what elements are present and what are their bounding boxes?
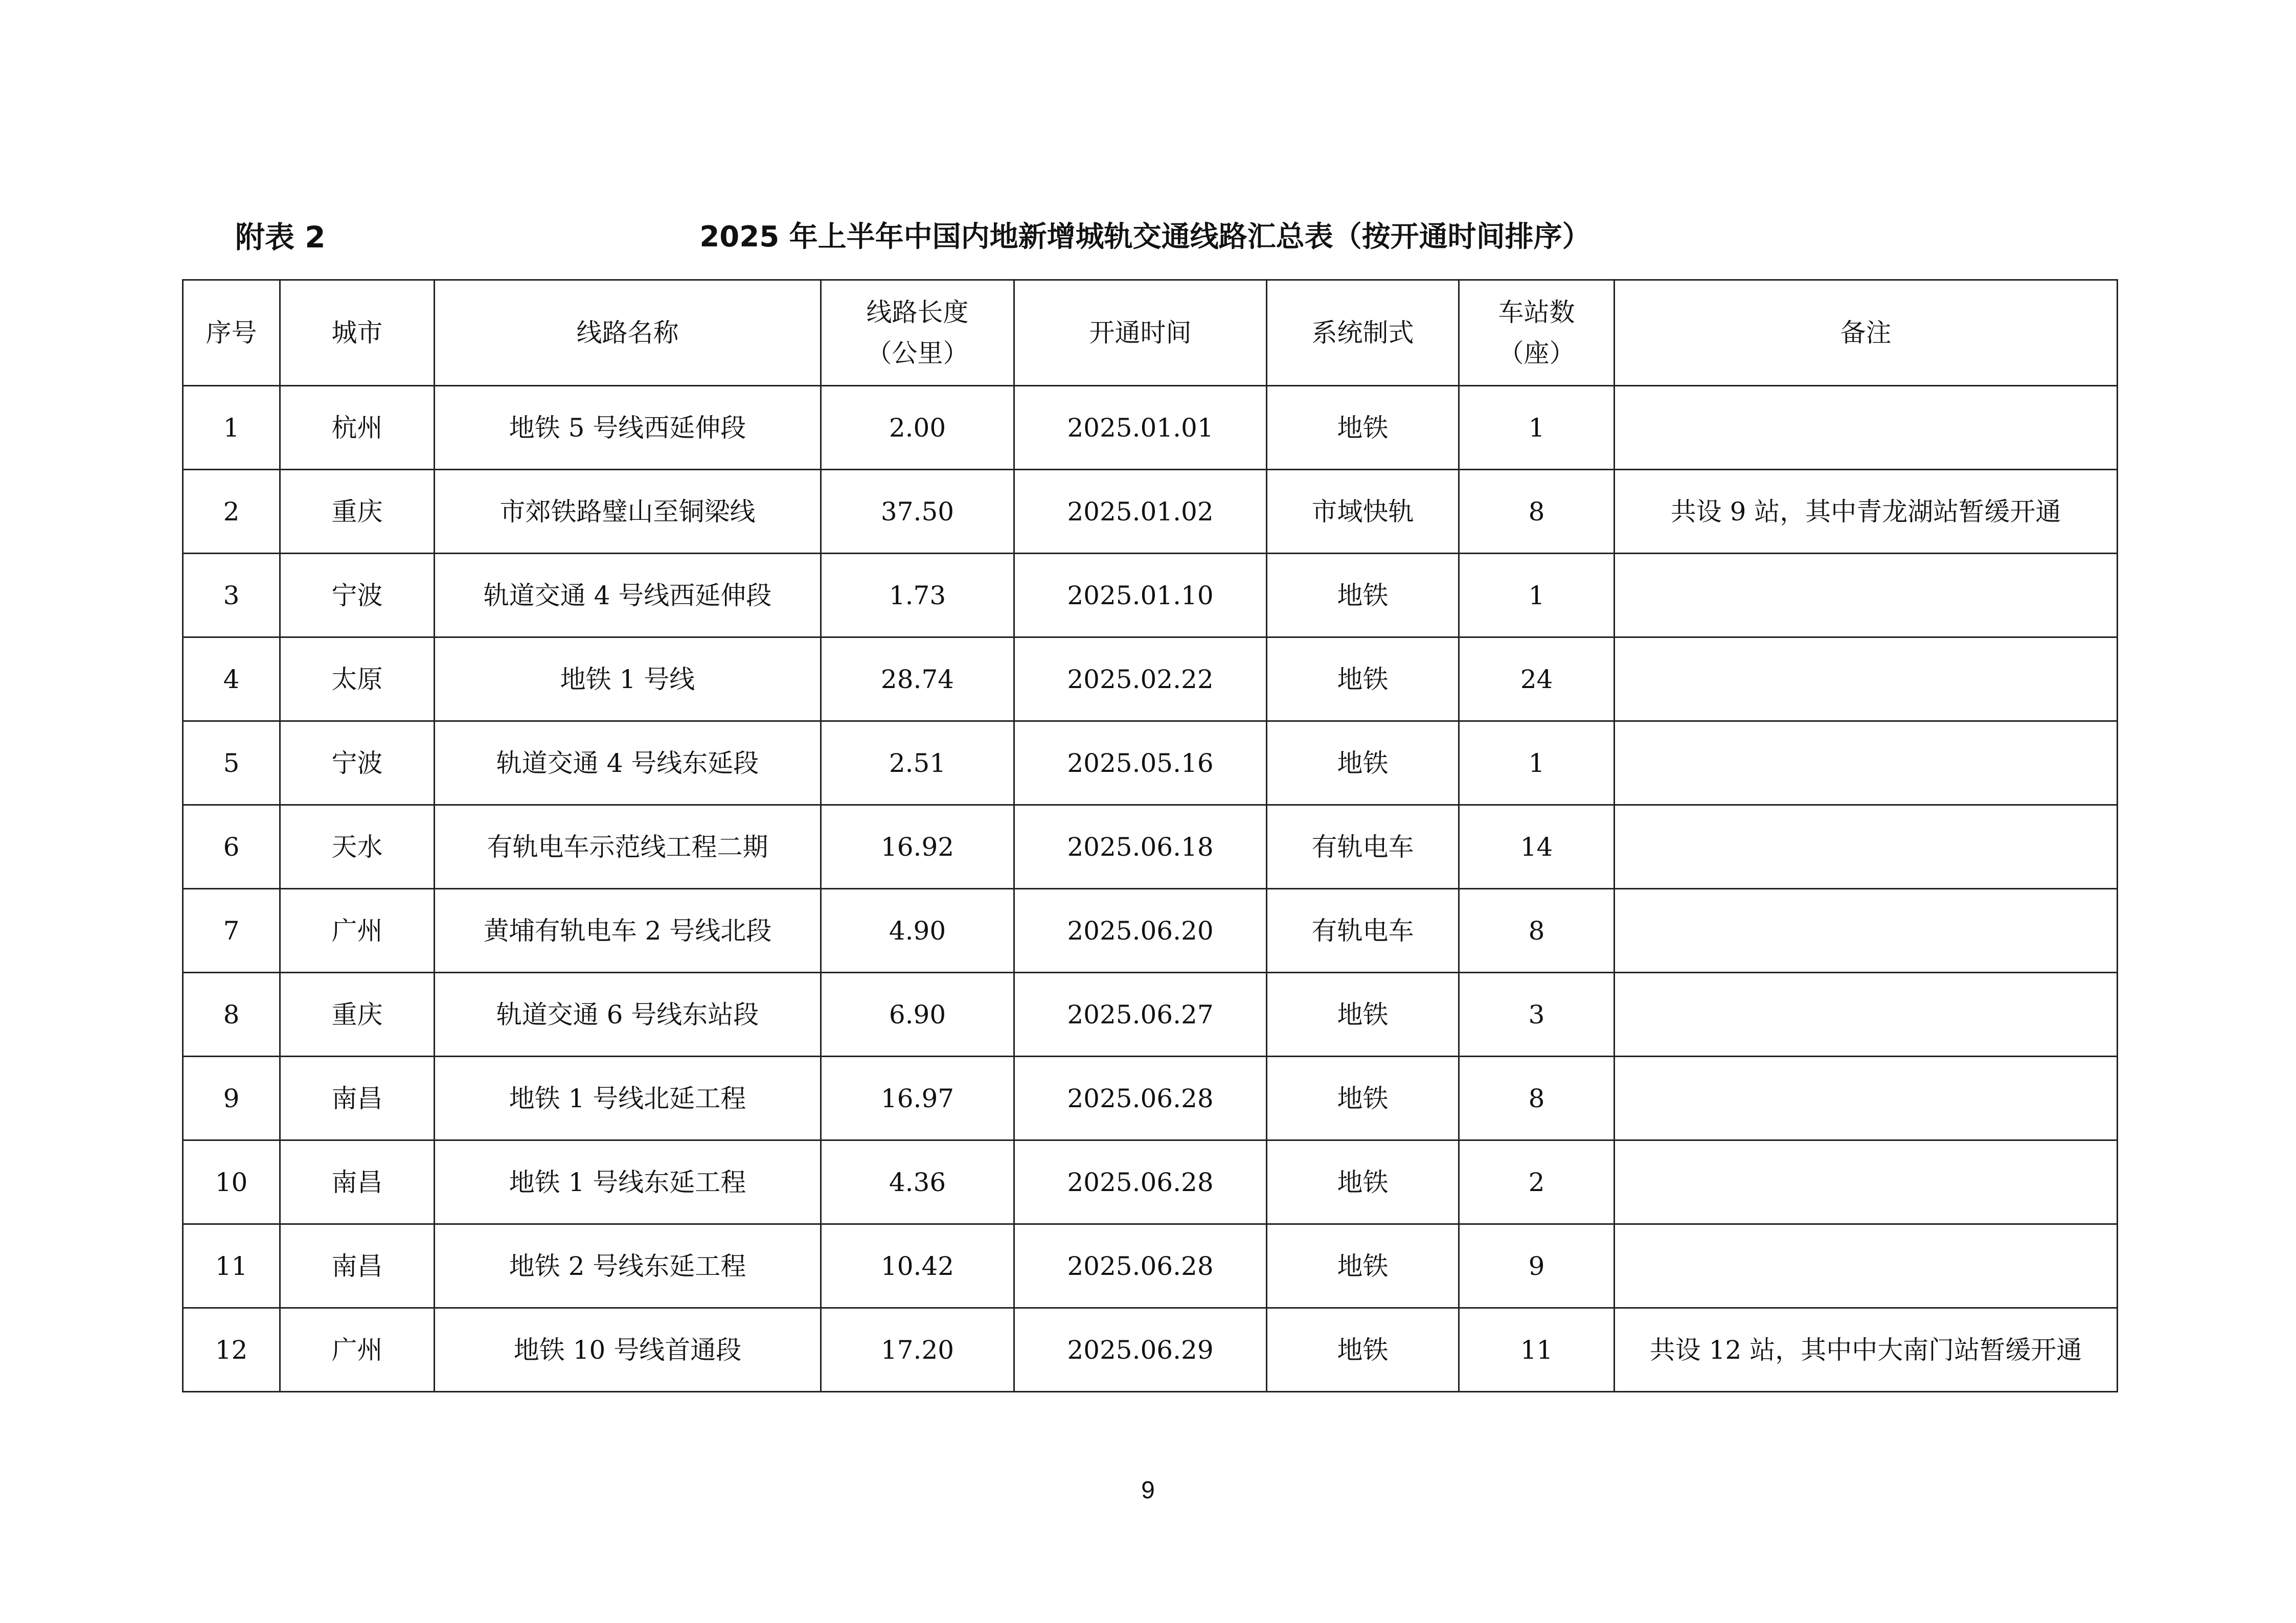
cell-system-type: 地铁: [1267, 1308, 1459, 1392]
cell-station-count: 8: [1459, 1057, 1615, 1140]
cell-line-length: 16.92: [821, 805, 1014, 889]
cell-city: 广州: [280, 1308, 435, 1392]
cell-system-type: 地铁: [1267, 1224, 1459, 1308]
table-row: [183, 973, 2118, 1057]
cell-line-length: 17.20: [821, 1308, 1014, 1392]
cell-line-length: 2.51: [821, 721, 1014, 805]
cell-line-name: 市郊铁路璧山至铜梁线: [435, 470, 821, 554]
cell-line-length: 6.90: [821, 973, 1014, 1057]
table-body: [183, 386, 2118, 1392]
attachment-label: 附表 2: [235, 220, 326, 255]
cell-opening-date: 2025.06.20: [1014, 889, 1267, 973]
cell-city: 南昌: [280, 1224, 435, 1308]
cell-line-length: 4.90: [821, 889, 1014, 973]
cell-system-type: 有轨电车: [1267, 805, 1459, 889]
cell-line-length: 16.97: [821, 1057, 1014, 1140]
cell-remarks: [1615, 386, 2118, 470]
table-row: [183, 889, 2118, 973]
cell-opening-date: 2025.06.28: [1014, 1140, 1267, 1224]
cell-line-length: 2.00: [821, 386, 1014, 470]
cell-system-type: 地铁: [1267, 973, 1459, 1057]
cell-city: 南昌: [280, 1057, 435, 1140]
cell-line-name: 有轨电车示范线工程二期: [435, 805, 821, 889]
cell-opening-date: 2025.06.28: [1014, 1224, 1267, 1308]
cell-line-name: 地铁 1 号线东延工程: [435, 1140, 821, 1224]
table-row: [183, 1224, 2118, 1308]
cell-line-length: 37.50: [821, 470, 1014, 554]
cell-index: 6: [183, 805, 280, 889]
cell-city: 广州: [280, 889, 435, 973]
cell-station-count: 8: [1459, 889, 1615, 973]
cell-line-name: 轨道交通 4 号线西延伸段: [435, 554, 821, 637]
cell-opening-date: 2025.06.27: [1014, 973, 1267, 1057]
cell-remarks: 共设 9 站，其中青龙湖站暂缓开通: [1615, 470, 2118, 554]
cell-index: 5: [183, 721, 280, 805]
table-row: [183, 554, 2118, 637]
cell-line-length: 10.42: [821, 1224, 1014, 1308]
cell-system-type: 地铁: [1267, 1057, 1459, 1140]
cell-opening-date: 2025.01.01: [1014, 386, 1267, 470]
cell-opening-date: 2025.02.22: [1014, 637, 1267, 721]
cell-station-count: 1: [1459, 386, 1615, 470]
cell-line-name: 黄埔有轨电车 2 号线北段: [435, 889, 821, 973]
cell-system-type: 地铁: [1267, 1140, 1459, 1224]
cell-city: 南昌: [280, 1140, 435, 1224]
cell-opening-date: 2025.06.28: [1014, 1057, 1267, 1140]
cell-station-count: 1: [1459, 554, 1615, 637]
cell-line-name: 轨道交通 4 号线东延段: [435, 721, 821, 805]
cell-station-count: 9: [1459, 1224, 1615, 1308]
header-city: 城市: [280, 280, 435, 386]
cell-opening-date: 2025.05.16: [1014, 721, 1267, 805]
cell-index: 8: [183, 973, 280, 1057]
cell-opening-date: 2025.01.10: [1014, 554, 1267, 637]
cell-line-length: 1.73: [821, 554, 1014, 637]
cell-index: 4: [183, 637, 280, 721]
cell-remarks: [1615, 889, 2118, 973]
cell-line-length: 4.36: [821, 1140, 1014, 1224]
cell-index: 11: [183, 1224, 280, 1308]
cell-station-count: 3: [1459, 973, 1615, 1057]
table-title: 2025 年上半年中国内地新增城轨交通线路汇总表（按开通时间排序）: [699, 220, 1591, 254]
table-row: [183, 386, 2118, 470]
cell-city: 天水: [280, 805, 435, 889]
cell-station-count: 1: [1459, 721, 1615, 805]
cell-remarks: [1615, 1140, 2118, 1224]
header-station-count: 车站数 （座）: [1459, 280, 1615, 386]
cell-city: 杭州: [280, 386, 435, 470]
cell-station-count: 24: [1459, 637, 1615, 721]
cell-line-name: 地铁 1 号线: [435, 637, 821, 721]
cell-remarks: [1615, 554, 2118, 637]
cell-index: 1: [183, 386, 280, 470]
table-row: [183, 1308, 2118, 1392]
table-row: [183, 637, 2118, 721]
cell-line-name: 地铁 10 号线首通段: [435, 1308, 821, 1392]
cell-line-name: 地铁 1 号线北延工程: [435, 1057, 821, 1140]
cell-index: 12: [183, 1308, 280, 1392]
header-remarks: 备注: [1615, 280, 2118, 386]
cell-index: 7: [183, 889, 280, 973]
cell-station-count: 11: [1459, 1308, 1615, 1392]
cell-system-type: 市域快轨: [1267, 470, 1459, 554]
cell-line-length: 28.74: [821, 637, 1014, 721]
cell-remarks: [1615, 1224, 2118, 1308]
cell-opening-date: 2025.06.18: [1014, 805, 1267, 889]
cell-index: 9: [183, 1057, 280, 1140]
cell-city: 重庆: [280, 470, 435, 554]
table-row: [183, 1057, 2118, 1140]
cell-system-type: 地铁: [1267, 554, 1459, 637]
table-row: [183, 721, 2118, 805]
table-row: [183, 1140, 2118, 1224]
cell-remarks: [1615, 721, 2118, 805]
cell-system-type: 地铁: [1267, 637, 1459, 721]
cell-opening-date: 2025.06.29: [1014, 1308, 1267, 1392]
cell-system-type: 地铁: [1267, 386, 1459, 470]
cell-remarks: [1615, 637, 2118, 721]
header-row: [183, 280, 2118, 386]
cell-station-count: 2: [1459, 1140, 1615, 1224]
page-number: 9: [1141, 1477, 1155, 1504]
cell-opening-date: 2025.01.02: [1014, 470, 1267, 554]
cell-remarks: [1615, 805, 2118, 889]
cell-station-count: 8: [1459, 470, 1615, 554]
header-opening-date: 开通时间: [1014, 280, 1267, 386]
cell-remarks: [1615, 973, 2118, 1057]
cell-city: 重庆: [280, 973, 435, 1057]
header-line-length: 线路长度 （公里）: [821, 280, 1014, 386]
cell-line-name: 轨道交通 6 号线东站段: [435, 973, 821, 1057]
header-system-type: 系统制式: [1267, 280, 1459, 386]
cell-remarks: [1615, 1057, 2118, 1140]
cell-system-type: 地铁: [1267, 721, 1459, 805]
header-line-name: 线路名称: [435, 280, 821, 386]
cell-city: 太原: [280, 637, 435, 721]
cell-station-count: 14: [1459, 805, 1615, 889]
cell-index: 2: [183, 470, 280, 554]
summary-table: [182, 279, 2118, 1392]
cell-remarks: 共设 12 站，其中中大南门站暂缓开通: [1615, 1308, 2118, 1392]
table-row: [183, 470, 2118, 554]
table-row: [183, 805, 2118, 889]
cell-line-name: 地铁 2 号线东延工程: [435, 1224, 821, 1308]
cell-system-type: 有轨电车: [1267, 889, 1459, 973]
cell-index: 3: [183, 554, 280, 637]
header-index: 序号: [183, 280, 280, 386]
cell-city: 宁波: [280, 721, 435, 805]
cell-index: 10: [183, 1140, 280, 1224]
cell-city: 宁波: [280, 554, 435, 637]
cell-line-name: 地铁 5 号线西延伸段: [435, 386, 821, 470]
